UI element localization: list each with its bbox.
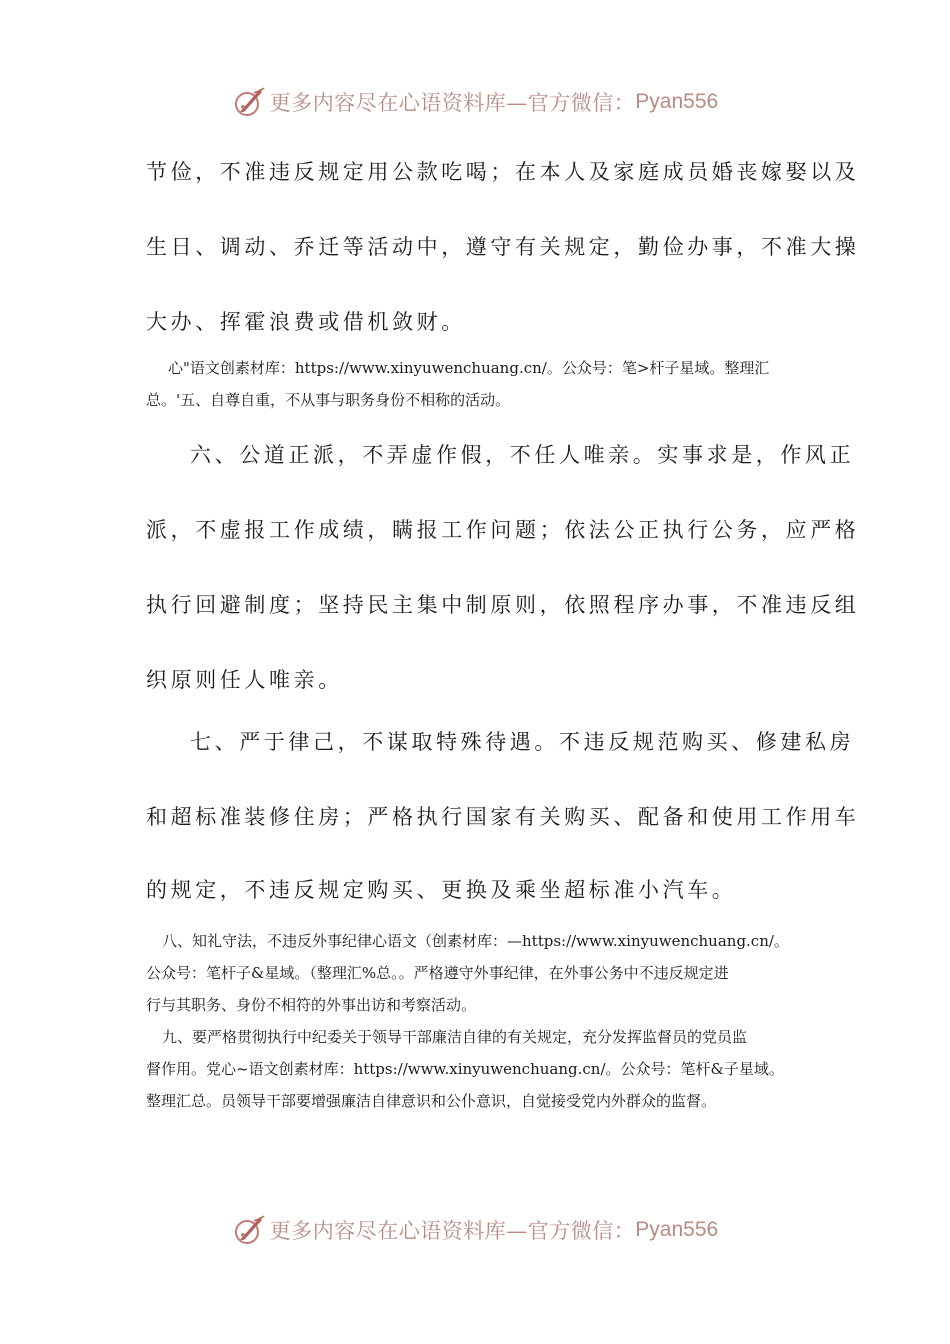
paragraph-line: 的规定，不违反规定购买、更换及乘坐超标准小汽车。	[146, 878, 737, 902]
paragraph-line: 派，不虚报工作成绩，瞒报工作问题；依法公正执行公务，应严格	[146, 518, 860, 542]
paragraph-line: 和超标准装修住房；严格执行国家有关购买、配备和使用工作用车	[146, 805, 860, 829]
paragraph-line: 大办、挥霍浪费或借机敛财。	[146, 310, 466, 334]
paragraph-line: 织原则任人唯亲。	[146, 668, 343, 692]
banner-wechat-id: Pyan556	[635, 90, 719, 113]
quill-logo-icon	[232, 1213, 266, 1247]
banner-wechat-id: Pyan556	[635, 1218, 719, 1241]
banner-text: 更多内容尽在心语资料库—官方微信：	[269, 91, 636, 115]
note-line: 九、要严格贯彻执行中纪委关于领导干部廉洁自律的有关规定，充分发挥监督员的党员监	[162, 1028, 748, 1046]
paragraph-line: 节俭，不准违反规定用公款吃喝；在本人及家庭成员婚丧嫁娶以及	[146, 160, 860, 184]
note-line: 整理汇总。员领导干部要增强廉洁自律意识和公仆意识，自觉接受党内外群众的监督。	[146, 1092, 717, 1110]
note-line: 督作用。党心~语文创素材库：https://www.xinyuwenchuang.cn/。公众号：笔杆&子星域。	[146, 1060, 784, 1078]
note-block-2	[146, 925, 810, 1117]
paragraph-line: 七、严于律己，不谋取特殊待遇。不违反规范购买、修建私房	[190, 730, 855, 754]
header-banner	[0, 82, 950, 122]
paragraph-line: 生日、调动、乔迁等活动中，遵守有关规定，勤俭办事，不准大操	[146, 235, 860, 259]
banner-text: 更多内容尽在心语资料库—官方微信：	[269, 1219, 636, 1243]
note-line: 总。'五、自尊自重，不从事与职务身份不相称的活动。	[146, 391, 511, 409]
paragraph-line: 执行回避制度；坚持民主集中制原则，依照程序办事，不准违反组	[146, 593, 860, 617]
note-block-1	[146, 352, 810, 416]
note-line: 公众号：笔杆子&星域。（整理汇%总。。严格遵守外事纪律，在外事公务中不违反规定进	[146, 964, 729, 982]
note-line: 行与其职务、身份不相符的外事出访和考察活动。	[146, 996, 477, 1014]
note-line: 心"语文创素材库：https://www.xinyuwenchuang.cn/。公众号：笔>杆子星域。整理汇	[168, 359, 770, 377]
footer-banner	[0, 1210, 950, 1250]
paragraph-line: 六、公道正派，不弄虚作假，不任人唯亲。实事求是，作风正	[190, 443, 855, 467]
quill-logo-icon	[232, 85, 266, 119]
note-line: 八、知礼守法，不违反外事纪律心语文（创素材库：—https://www.xinyuwenchuang.cn/。	[162, 932, 789, 950]
